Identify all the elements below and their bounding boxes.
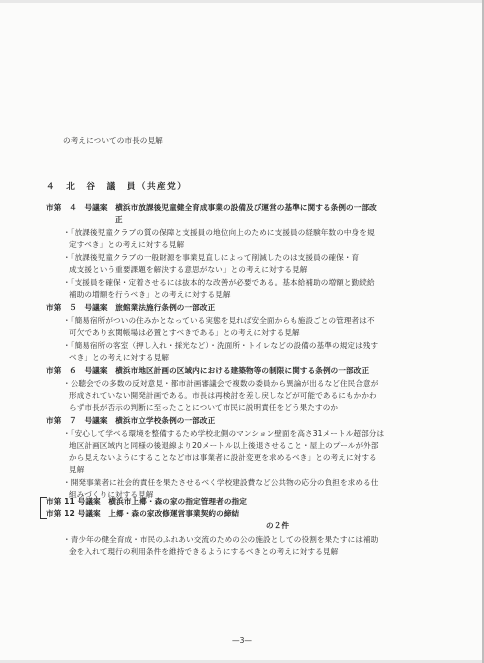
bill-7-title: 市第 ７ 号議案 横浜市立学校条例の一部改正 bbox=[46, 416, 216, 425]
list-item: ・公聴会での多数の反対意見・都市計画審議会で複数の委員から異論が出るなど住民合意が bbox=[63, 379, 379, 388]
list-item-cont: から見えないようにすることなど市は事業者に設計変更を求めるべき」との考えに対する bbox=[69, 453, 377, 462]
page-number: —3— bbox=[231, 636, 253, 645]
list-item-cont: 成支援という重要課題を解決する意思がない」との考えに対する見解 bbox=[69, 265, 308, 274]
list-item: ・「簡易宿所の客室（押し入れ・採光など）・洗面所・トイレなどの設備の基準の規定は残す bbox=[63, 341, 379, 350]
bill-4-title-cont: 正 bbox=[115, 215, 123, 224]
list-item: ・「放課後児童クラブの一般財源を事業見直しによって削減したのは支援員の確保・育 bbox=[63, 253, 360, 262]
group-count: の２件 bbox=[266, 521, 290, 530]
bill-12-title: 市第 12 号議案 上郷・森の家改修運営事業契約の締結 bbox=[46, 509, 240, 518]
list-item: ・青少年の健全育成・市民のふれあい交流のための公の施設としての役割を果たすには補助 bbox=[63, 535, 379, 544]
carryover-text: の考えについての市長の見解 bbox=[63, 136, 163, 145]
list-item-cont: 定すべき」との考えに対する見解 bbox=[69, 240, 185, 249]
bill-6-title: 市第 ６ 号議案 横浜市地区計画の区域内における建築物等の制限に関する条例の一部改正 bbox=[46, 366, 370, 375]
list-item: ・「放課後児童クラブの質の保障と支援員の地位向上のために支援員の経験年数の中身を規 bbox=[63, 228, 375, 237]
list-item: ・「安心して学べる環境を整備するため学校北側のマンション壁面を高さ31メートル超部分は bbox=[63, 429, 385, 438]
list-item-cont: 地区計画区域内と同様の後退線より20メートル以上後退させること・屋上のプールが外部 bbox=[69, 441, 379, 450]
list-item: ・「簡易宿所がついの住みかとなっている実態を見れば安全面からも施設ごとの管理者は不 bbox=[63, 316, 375, 325]
list-item: ・開発事業者に社会的責任を果たさせるべく学校建設費など公共物の応分の負担を求める仕 bbox=[63, 478, 379, 487]
bill-5-title: 市第 ５ 号議案 旅館業法施行条例の一部改正 bbox=[46, 303, 216, 312]
list-item-cont: 補助の増額を行うべき」との考えに対する見解 bbox=[69, 290, 231, 299]
list-item-cont: らず市長が否示の判断に至ったことについて市民に説明責任をどう果たすのか bbox=[69, 403, 339, 412]
list-item-cont: 組みづくりに対する見解 bbox=[69, 490, 154, 499]
section-heading: ４ 北 谷 議 員（共産党） bbox=[46, 182, 188, 192]
bill-11-title: 市第 11 号議案 横浜市上郷・森の家の指定管理者の指定 bbox=[46, 497, 247, 506]
list-item: ・「支援員を確保・定着させるには抜本的な改善が必要である。基本給補助の増額と勤続給 bbox=[63, 278, 375, 287]
list-item-cont: 金を入れて現行の利用条件を維持できるようにするべきとの考えに対する見解 bbox=[69, 547, 339, 556]
list-item-cont: べき」との考えに対する見解 bbox=[69, 353, 170, 362]
list-item-cont: 可欠であり玄関帳場は必置とすべきである」との考えに対する見解 bbox=[69, 328, 300, 337]
scan-edge-top bbox=[0, 0, 482, 3]
list-item-cont: 形成されていない開発計画である。市長は再検討を差し戻しなどが可能であるにもかかわ bbox=[69, 391, 377, 400]
list-item-cont: 見解 bbox=[69, 465, 85, 474]
bill-4-title: 市第 ４ 号議案 横浜市放課後児童健全育成事業の設備及び運営の基準に関する条例の一部改 bbox=[46, 203, 377, 212]
